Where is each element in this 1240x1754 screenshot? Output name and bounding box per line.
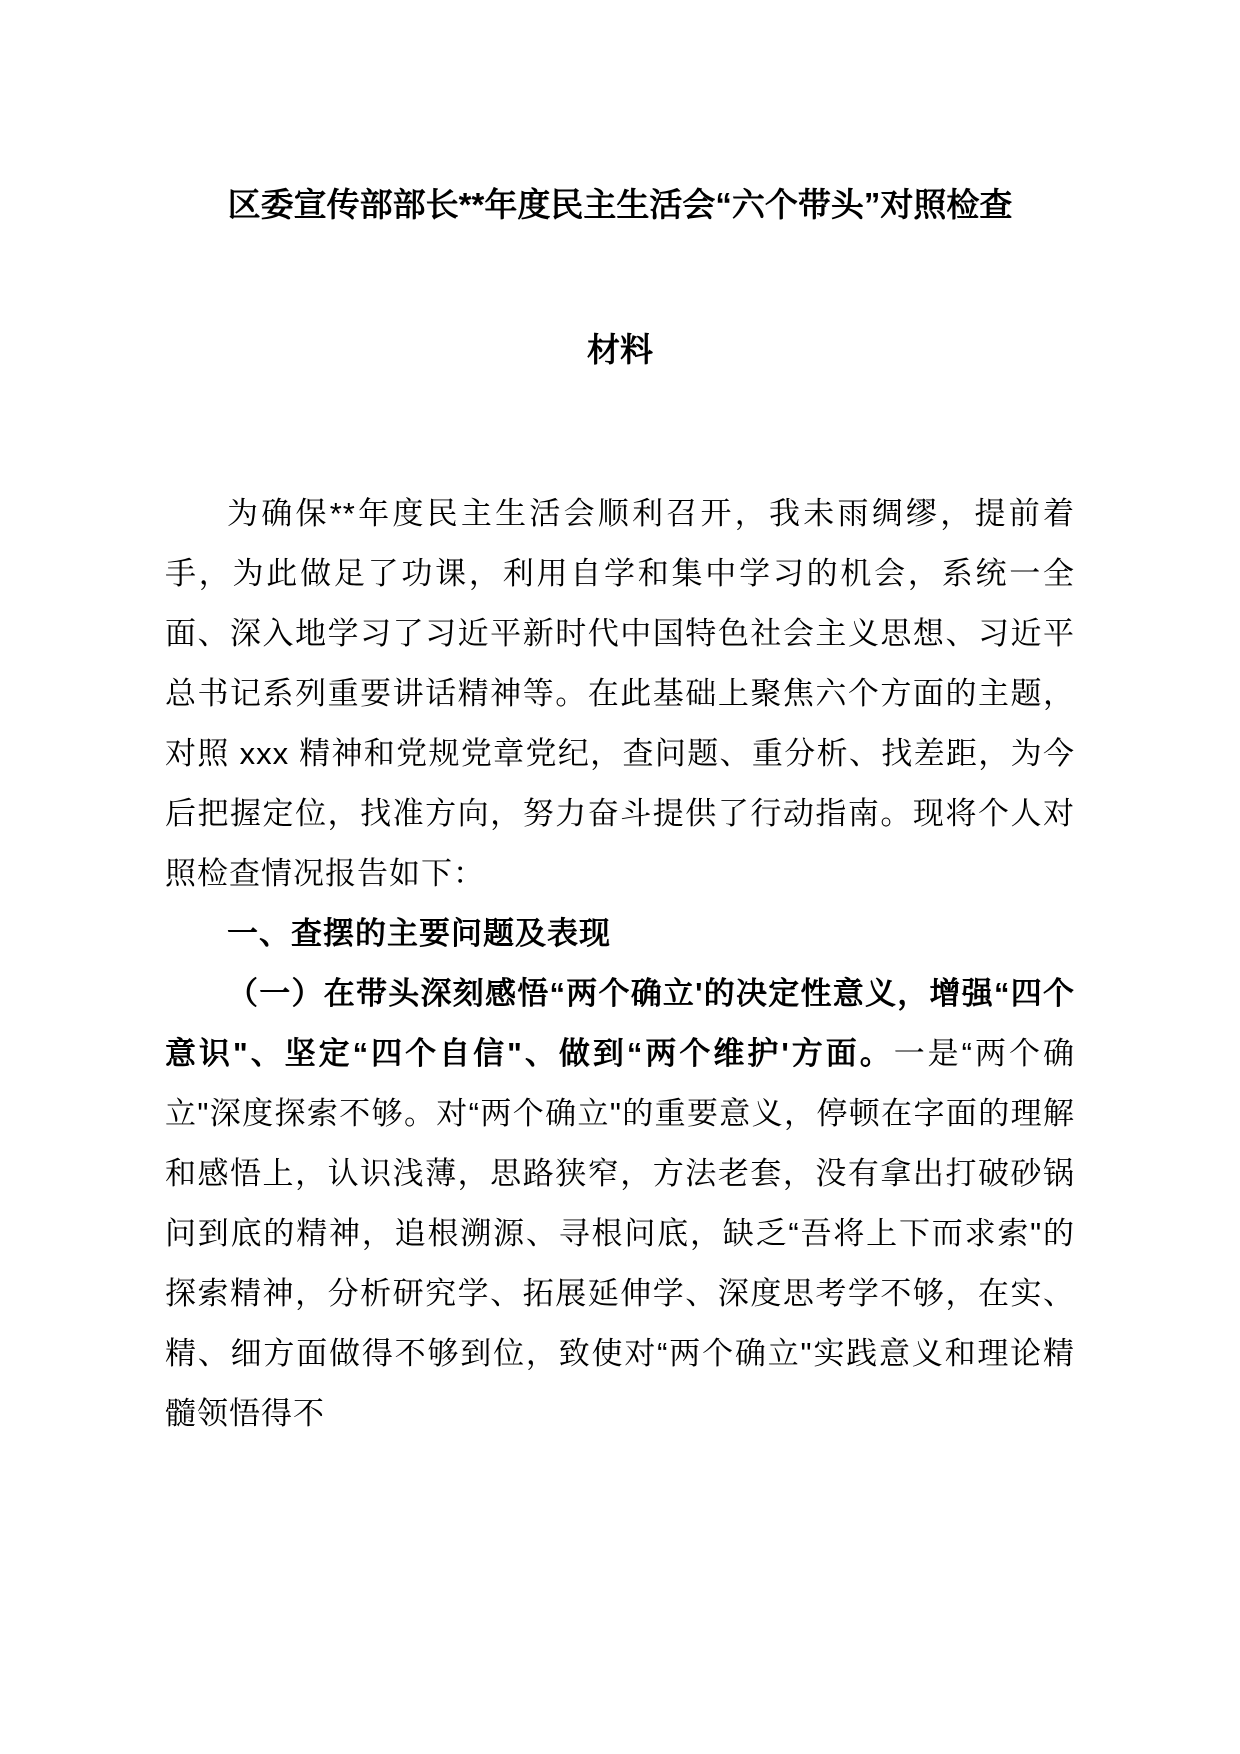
document-title	[165, 188, 1075, 366]
intro-paragraph: 为确保**年度民主生活会顺利召开，我未雨绸缪，提前着手，为此做足了功课，利用自学和集中学习的机会，系统一全面、深入地学习了习近平新时代中国特色社会主义思想、习近平总书记系列重要讲话精神等。在此基础上聚焦六个方面的主题，对照 xxx 精神和党规党章党纪，查问题、重分析、找差距，为今后把握定位，找准方向，努力奋斗提供了行动指南。现将个人对照检查情况报告如下：	[165, 496, 1075, 891]
document-title-line2: 材料	[587, 331, 653, 368]
document-title-line1: 区委宣传部部长**年度民主生活会“六个带头”对照检查	[227, 186, 1013, 223]
section1-sub1-paragraph	[165, 964, 1075, 1444]
section1-sub1-lead: （一）在带头深刻感悟“两个确立'的决定性意义，增强“四个意识"、坚定“四个自信"、做到“两个维护'方面。	[165, 976, 1075, 1071]
section1-heading: 一、查摆的主要问题及表现	[227, 916, 611, 951]
document-body	[165, 484, 1075, 1444]
section1-sub1-text: 一是“两个确立"深度探索不够。对“两个确立"的重要意义，停顿在字面的理解和感悟上，认识浅薄，思路狭窄，方法老套，没有拿出打破砂锅问到底的精神，追根溯源、寻根问底，缺乏“吾将上下而求索"的探索精神，分析研究学、拓展延伸学、深度思考学不够，在实、精、细方面做得不够到位，致使对“两个确立"实践意义和理论精髓领悟得不	[165, 1036, 1075, 1431]
